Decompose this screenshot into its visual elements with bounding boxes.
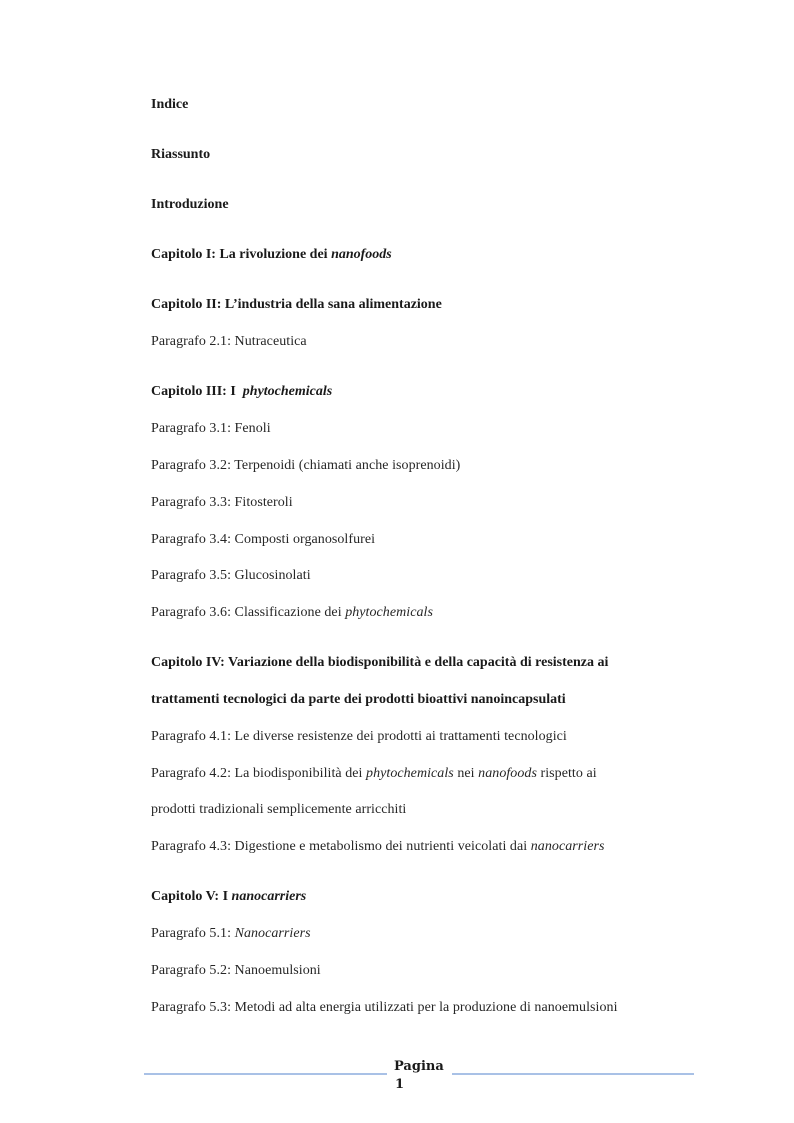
toc-entry-capitolo-1 [151, 246, 392, 264]
capitolo-5-text: Capitolo V: I [151, 889, 232, 904]
footer-page-number [394, 1058, 446, 1094]
paragrafo-5-1-text: Paragrafo 5.1: [151, 926, 235, 941]
toc-entry-capitolo-3 [151, 383, 332, 401]
footer-page-label: Pagina [394, 1059, 444, 1074]
toc-entry-paragrafo-5-3: Paragrafo 5.3: Metodi ad alta energia utilizzati per la produzione di nanoemulsioni [151, 1000, 618, 1015]
footer-rule-left [144, 1073, 387, 1075]
capitolo-3-text: Capitolo III: I [151, 384, 243, 399]
toc-entry-paragrafo-4-2-line-2: prodotti tradizionali semplicemente arricchiti [151, 802, 407, 817]
paragrafo-4-2-text: Paragrafo 4.2: La biodisponibilità dei [151, 766, 367, 781]
toc-entry-paragrafo-4-1: Paragrafo 4.1: Le diverse resistenze dei prodotti ai trattamenti tecnologici [151, 729, 567, 744]
toc-entry-paragrafo-5-2: Paragrafo 5.2: Nanoemulsioni [151, 963, 321, 978]
toc-entry-paragrafo-4-3 [151, 838, 604, 856]
capitolo-5-italic: nanocarriers [231, 889, 307, 904]
paragrafo-4-3-text: Paragrafo 4.3: Digestione e metabolismo dei nutrienti veicolati dai [151, 839, 531, 854]
toc-entry-paragrafo-4-2-line-1 [151, 765, 597, 783]
capitolo-1-text: Capitolo I: La rivoluzione dei [151, 247, 332, 262]
toc-entry-paragrafo-3-1: Paragrafo 3.1: Fenoli [151, 421, 271, 436]
paragrafo-4-2-middle: nei [453, 766, 479, 781]
paragrafo-4-2-italic-2: nanofoods [478, 766, 537, 781]
toc-entry-capitolo-4-line-1: Capitolo IV: Variazione della biodisponibilità e della capacità di resistenza ai [151, 655, 609, 670]
toc-entry-paragrafo-3-6 [151, 604, 433, 622]
toc-entry-riassunto: Riassunto [151, 147, 211, 162]
footer-page-value: 1 [395, 1077, 405, 1092]
toc-entry-capitolo-5 [151, 888, 306, 906]
paragrafo-3-6-italic: phytochemicals [345, 605, 433, 620]
paragrafo-4-2-italic-1: phytochemicals [366, 766, 454, 781]
toc-entry-paragrafo-5-1 [151, 925, 311, 943]
paragrafo-4-2-suffix: rispetto ai [536, 766, 597, 781]
toc-entry-paragrafo-3-3: Paragrafo 3.3: Fitosteroli [151, 495, 293, 510]
toc-entry-paragrafo-3-5: Paragrafo 3.5: Glucosinolati [151, 568, 311, 583]
paragrafo-3-6-text: Paragrafo 3.6: Classificazione dei [151, 605, 346, 620]
toc-entry-paragrafo-2-1: Paragrafo 2.1: Nutraceutica [151, 334, 307, 349]
toc-entry-introduzione: Introduzione [151, 197, 229, 212]
toc-entry-paragrafo-3-2: Paragrafo 3.2: Terpenoidi (chiamati anche isoprenoidi) [151, 458, 461, 473]
paragrafo-4-3-italic: nanocarriers [530, 839, 605, 854]
toc-heading-indice: Indice [151, 97, 189, 112]
footer-rule-right [452, 1073, 694, 1075]
capitolo-1-italic: nanofoods [331, 247, 392, 262]
toc-entry-paragrafo-3-4: Paragrafo 3.4: Composti organosolfurei [151, 532, 376, 547]
toc-entry-capitolo-2: Capitolo II: L’industria della sana alimentazione [151, 297, 442, 312]
paragrafo-5-1-italic: Nanocarriers [234, 926, 311, 941]
toc-entry-capitolo-4-line-2: trattamenti tecnologici da parte dei prodotti bioattivi nanoincapsulati [151, 692, 566, 707]
capitolo-3-italic: phytochemicals [242, 384, 333, 399]
